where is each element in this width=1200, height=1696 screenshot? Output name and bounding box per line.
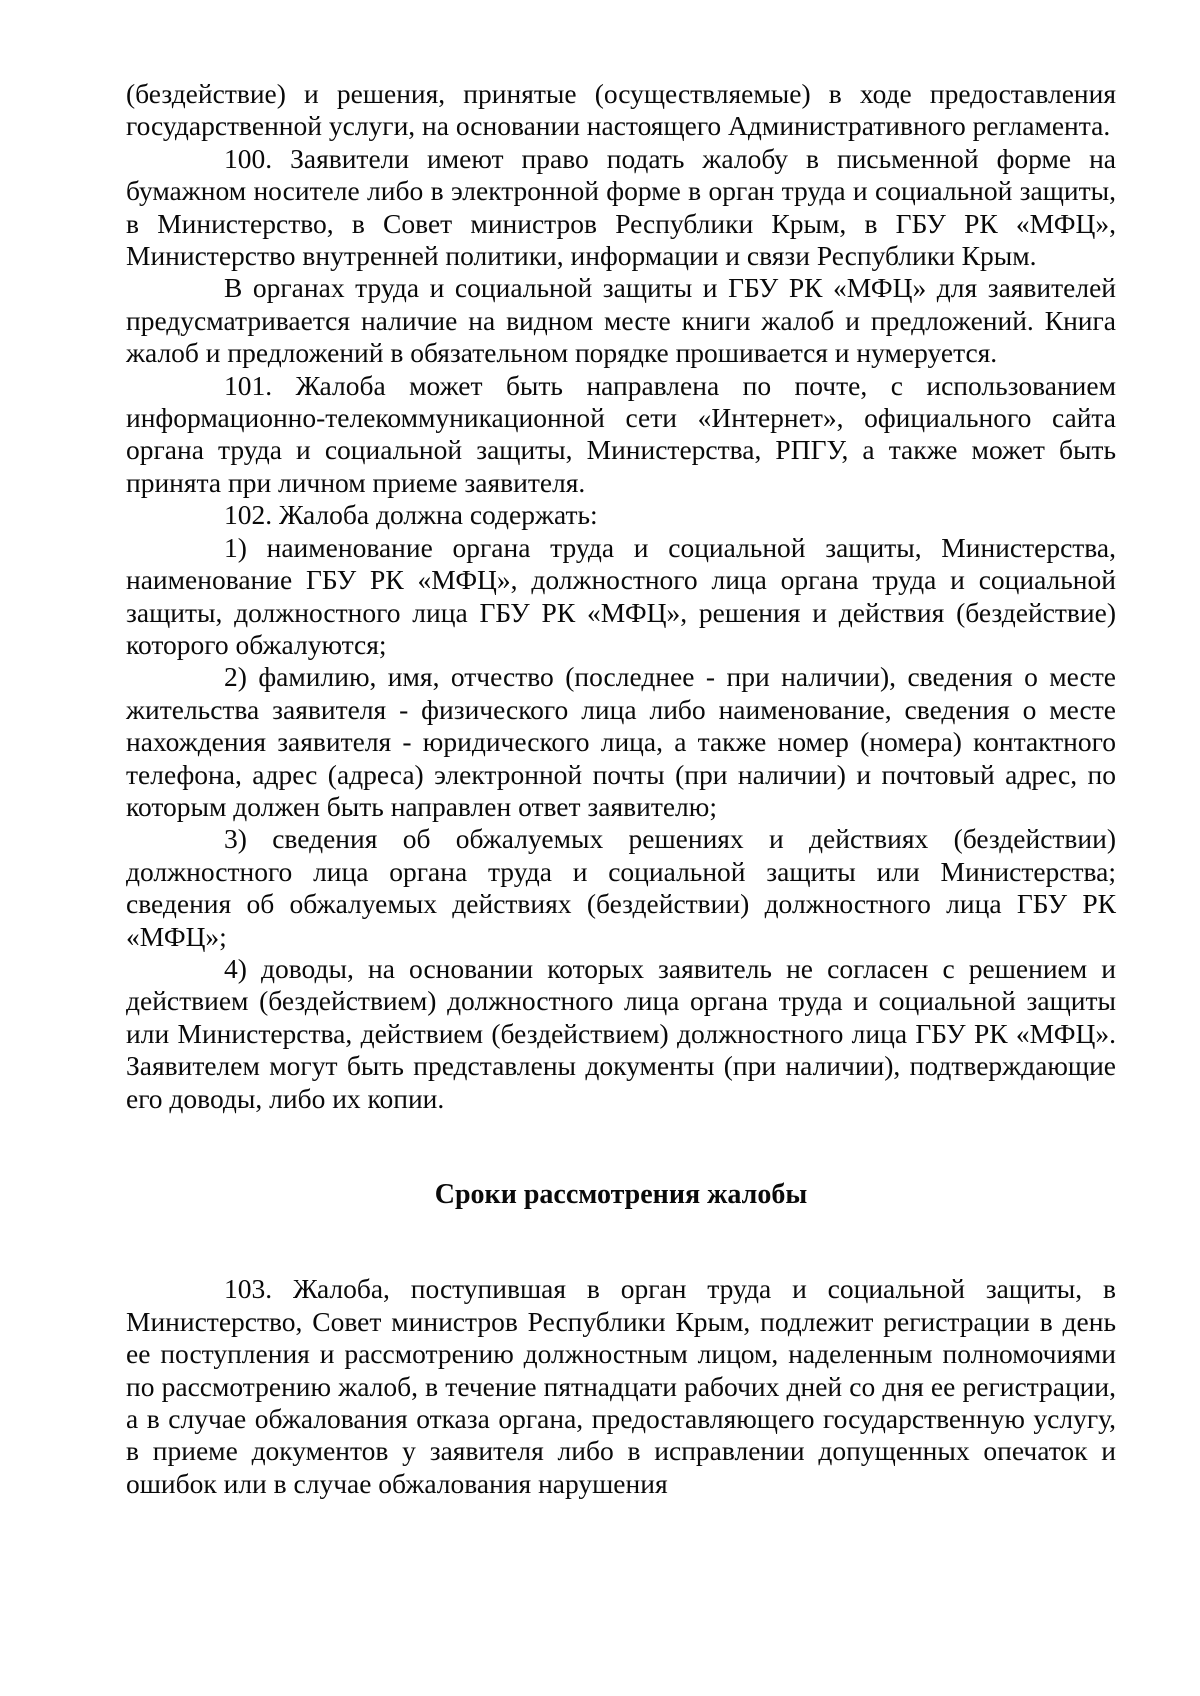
paragraph-103: 103. Жалоба, поступившая в орган труда и социальной защиты, в Министерство, Совет министров Республики Крым, подлежит регистрации в день ее поступления и рассмотрению должностным лицом, наделенным полномочиями по рассмотрению жалоб, в течение пятнадцати рабочих дней со дня ее регистрации, а в случае обжалования отказа органа, предоставляющего государственную услугу, в приеме документов у заявителя либо в исправлении допущенных опечаток и ошибок или в случае обжалования нарушения — [126, 1273, 1116, 1499]
document-body — [126, 78, 1116, 1500]
list-item-1: 1) наименование органа труда и социальной защиты, Министерства, наименование ГБУ РК «МФЦ», должностного лица органа труда и социальной защиты, должностного лица ГБУ РК «МФЦ», решения и действия (бездействие) которого обжалуются; — [126, 531, 1116, 660]
paragraph-101: 101. Жалоба может быть направлена по почте, с использованием информационно-телекоммуникационной сети «Интернет», официального сайта органа труда и социальной защиты, Министерства, РПГУ, а также может быть принята при личном приеме заявителя. — [126, 369, 1116, 498]
paragraph-continuation: (бездействие) и решения, принятые (осуществляемые) в ходе предоставления государственной услуги, на основании настоящего Административного регламента. — [126, 78, 1116, 142]
list-item-3: 3) сведения об обжалуемых решениях и действиях (бездействии) должностного лица органа труда и социальной защиты или Министерства; сведения об обжалуемых действиях (бездействии) должностного лица ГБУ РК «МФЦ»; — [126, 823, 1116, 952]
paragraph-100: 100. Заявители имеют право подать жалобу в письменной форме на бумажном носителе либо в электронной форме в орган труда и социальной защиты, в Министерство, в Совет министров Республики Крым, в ГБУ РК «МФЦ», Министерство внутренней политики, информации и связи Республики Крым. — [126, 142, 1116, 272]
list-item-2: 2) фамилию, имя, отчество (последнее - при наличии), сведения о месте жительства заявителя - физического лица либо наименование, сведения о месте нахождения заявителя - юридического лица, а также номер (номера) контактного телефона, адрес (адреса) электронной почты (при наличии) и почтовый адрес, по которым должен быть направлен ответ заявителю; — [126, 661, 1116, 822]
section-heading: Сроки рассмотрения жалобы — [434, 1179, 808, 1210]
paragraph-complaint-book: В органах труда и социальной защиты и ГБУ РК «МФЦ» для заявителей предусматривается наличие на видном месте книги жалоб и предложений. Книга жалоб и предложений в обязательном порядке прошивается и нумеруется. — [126, 272, 1116, 369]
spacer — [126, 1211, 1116, 1273]
list-item-4: 4) доводы, на основании которых заявитель не согласен с решением и действием (бездействием) должностного лица органа труда и социальной защиты или Министерства, действием (бездействием) должностного лица ГБУ РК «МФЦ». Заявителем могут быть представлены документы (при наличии), подтверждающие его доводы, либо их копии. — [126, 952, 1116, 1114]
paragraph-102: 102. Жалоба должна содержать: — [224, 499, 598, 531]
spacer — [126, 1115, 1116, 1179]
